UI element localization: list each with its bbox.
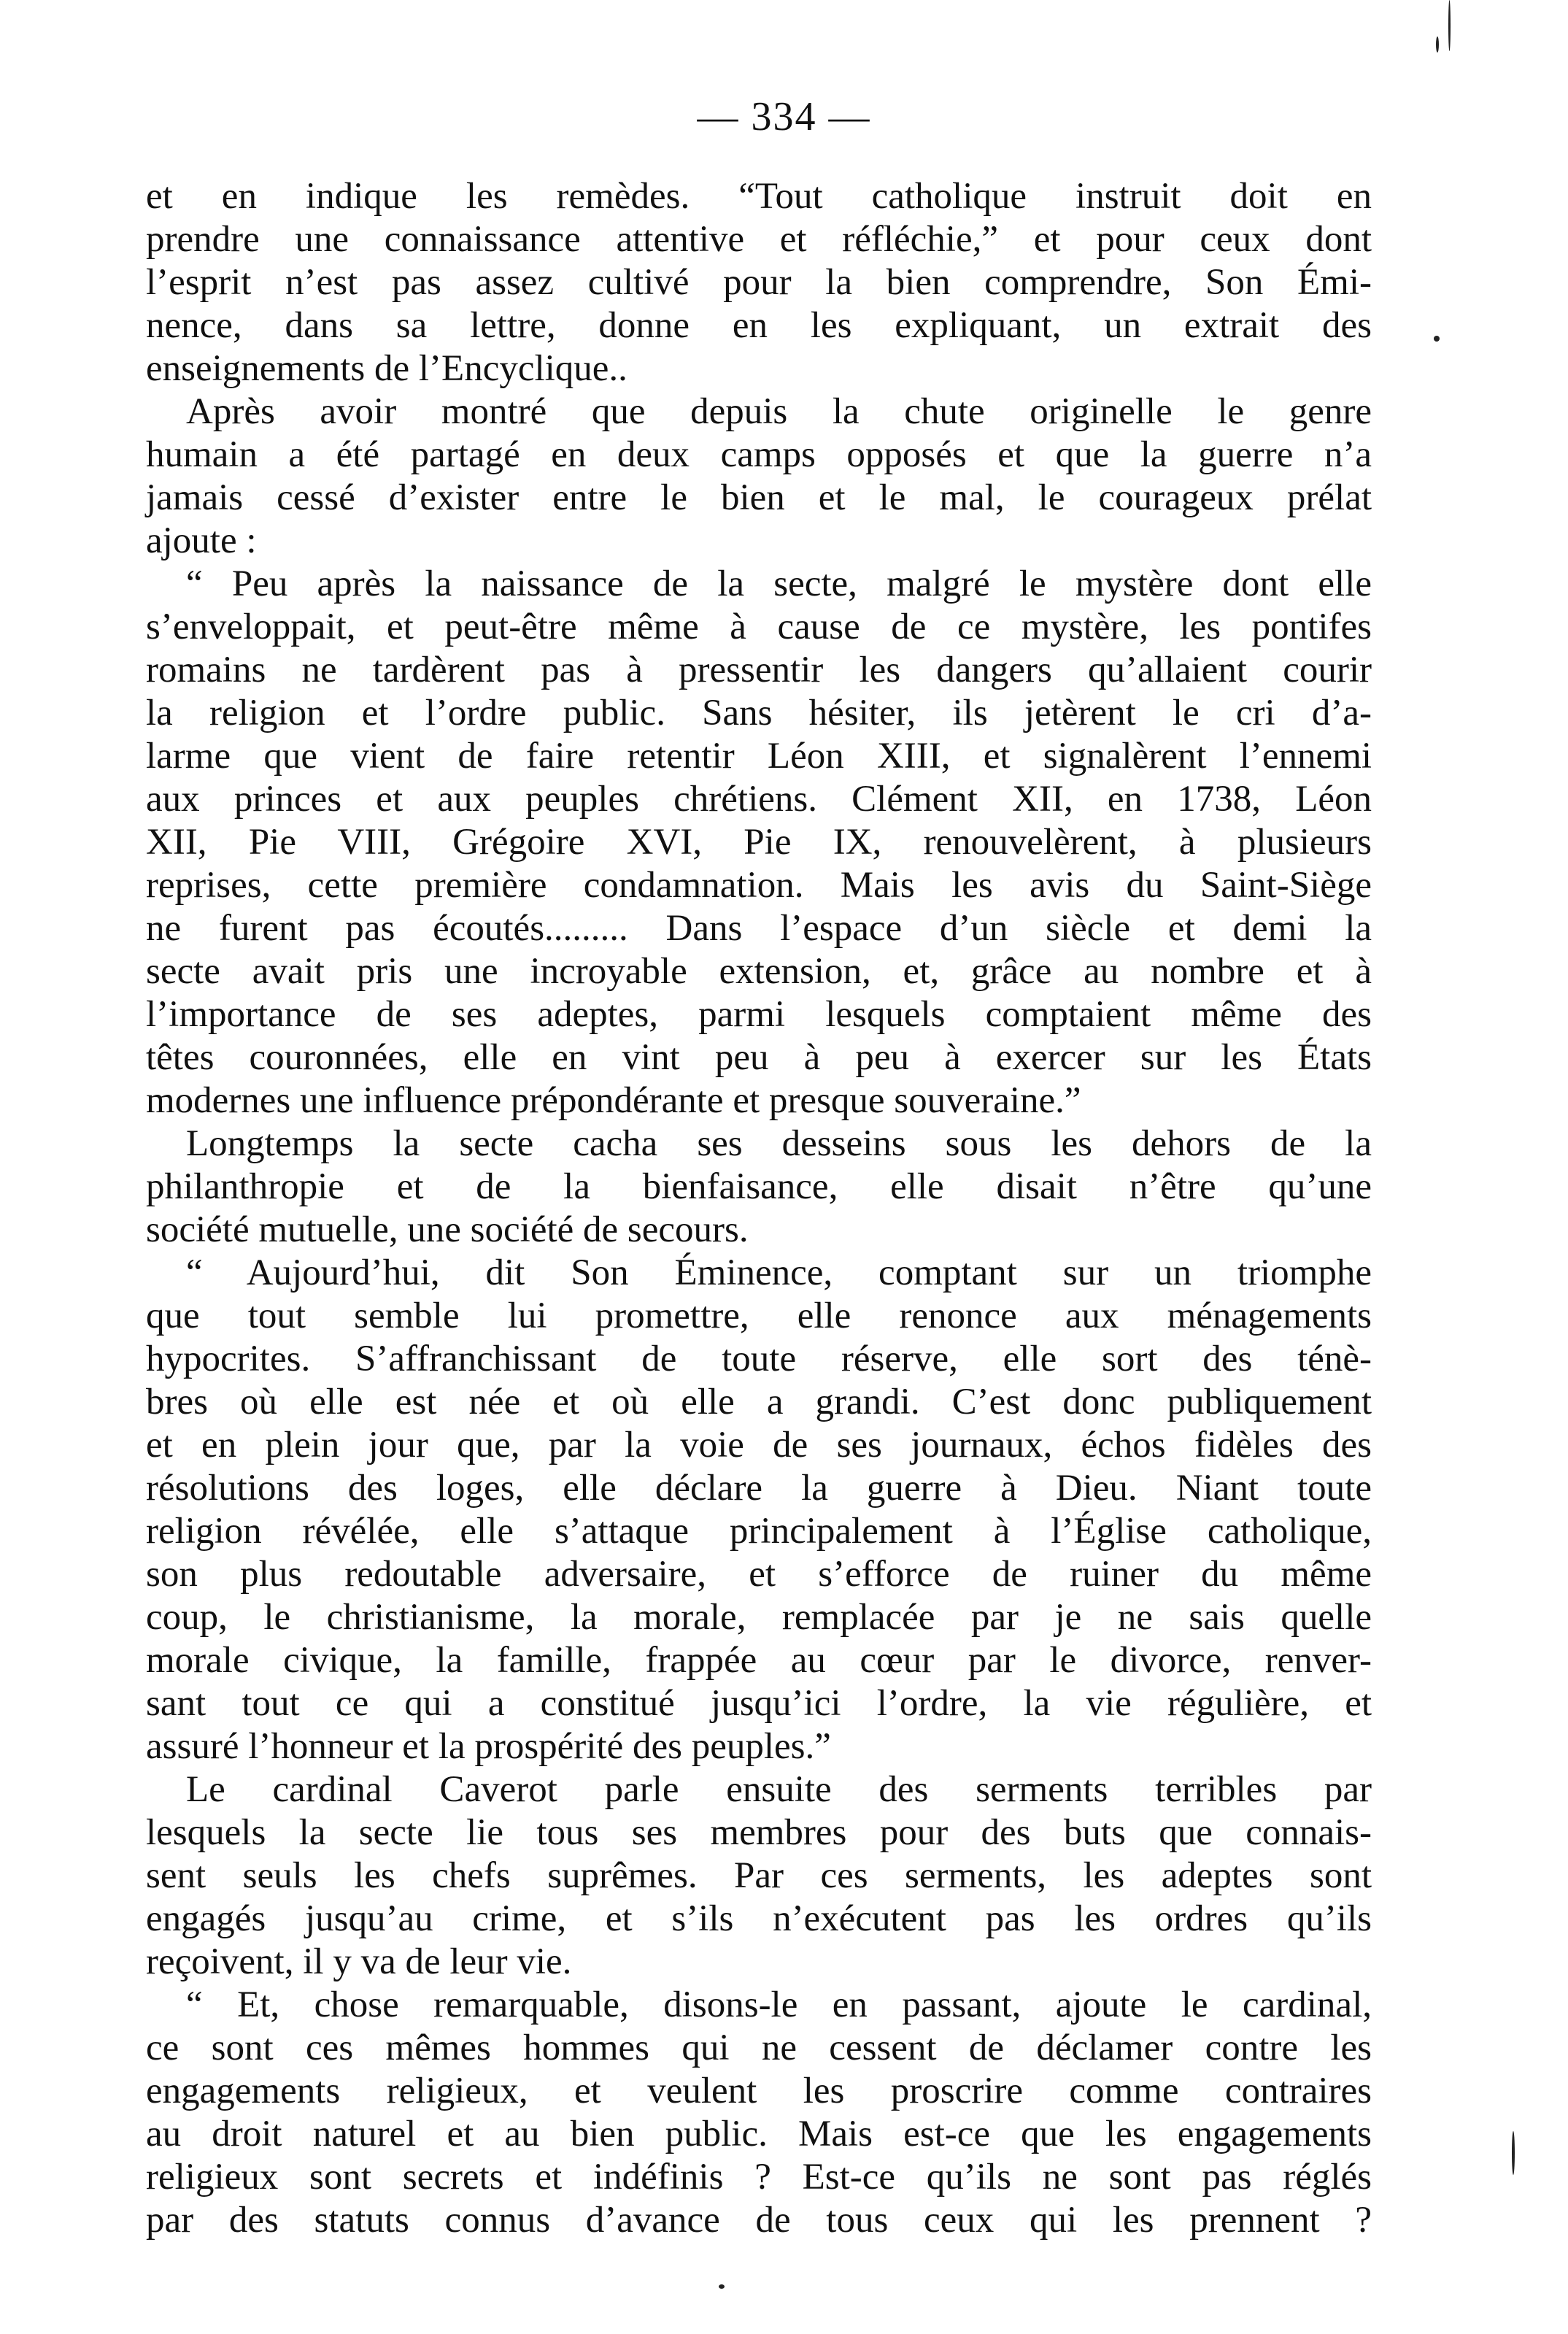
text-line: aux princes et aux peuples chrétiens. Clément XII, en 1738, Léon: [146, 779, 1372, 820]
text-line: société mutuelle, une société de secours.: [146, 1209, 749, 1250]
text-line: et en indique les remèdes. “Tout catholique instruit doit en: [146, 176, 1372, 217]
page-number: — 334 —: [697, 94, 871, 139]
scan-speck: [719, 2284, 725, 2289]
text-line: romains ne tardèrent pas à pressentir les dangers qu’allaient courir: [146, 650, 1372, 690]
text-line: religion révélée, elle s’attaque principalement à l’Église catholique,: [146, 1511, 1372, 1552]
scan-speck: [1436, 36, 1439, 53]
text-line: “ Et, chose remarquable, disons-le en passant, ajoute le cardinal,: [186, 1984, 1372, 2025]
text-line: Longtemps la secte cacha ses desseins sous les dehors de la: [186, 1123, 1372, 1164]
text-line: XII, Pie VIII, Grégoire XVI, Pie IX, renouvelèrent, à plusieurs: [146, 822, 1372, 863]
text-line: morale civique, la famille, frappée au cœur par le divorce, renver-: [146, 1640, 1372, 1681]
text-line: résolutions des loges, elle déclare la guerre à Dieu. Niant toute: [146, 1468, 1372, 1509]
text-line: engagements religieux, et veulent les proscrire comme contraires: [146, 2071, 1372, 2111]
text-line: bres où elle est née et où elle a grandi. C’est donc publiquement: [146, 1382, 1372, 1422]
text-line: coup, le christianisme, la morale, remplacée par je ne sais quelle: [146, 1597, 1372, 1638]
text-line: s’enveloppait, et peut-être même à cause de ce mystère, les pontifes: [146, 606, 1372, 647]
text-line: lesquels la secte lie tous ses membres pour des buts que connais-: [146, 1812, 1372, 1853]
text-line: au droit naturel et au bien public. Mais est-ce que les engagements: [146, 2114, 1372, 2154]
text-line: que tout semble lui promettre, elle renonce aux ménagements: [146, 1295, 1372, 1336]
text-line: sant tout ce qui a constitué jusqu’ici l’ordre, la vie régulière, et: [146, 1683, 1372, 1724]
text-line: son plus redoutable adversaire, et s’efforce de ruiner du même: [146, 1554, 1372, 1595]
scan-speck: [1512, 2131, 1515, 2175]
text-line: ajoute :: [146, 520, 257, 561]
text-line: ce sont ces mêmes hommes qui ne cessent de déclamer contre les: [146, 2027, 1372, 2068]
text-line: par des statuts connus d’avance de tous ceux qui les prennent ?: [146, 2200, 1372, 2241]
text-line: enseignements de l’Encyclique..: [146, 348, 627, 389]
text-line: et en plein jour que, par la voie de ses journaux, échos fidèles des: [146, 1425, 1372, 1466]
scan-speck: [1434, 336, 1440, 342]
text-line: larme que vient de faire retentir Léon XIII, et signalèrent l’ennemi: [146, 736, 1372, 777]
text-line: nence, dans sa lettre, donne en les expliquant, un extrait des: [146, 305, 1372, 346]
text-line: reprises, cette première condamnation. Mais les avis du Saint-Siège: [146, 865, 1372, 906]
text-line: ne furent pas écoutés......... Dans l’espace d’un siècle et demi la: [146, 908, 1372, 949]
text-line: secte avait pris une incroyable extension, et, grâce au nombre et à: [146, 951, 1372, 992]
text-line: la religion et l’ordre public. Sans hésiter, ils jetèrent le cri d’a-: [146, 693, 1372, 733]
scan-speck: [1448, 0, 1451, 51]
text-line: l’esprit n’est pas assez cultivé pour la bien comprendre, Son Émi-: [146, 262, 1372, 303]
text-line: reçoivent, il y va de leur vie.: [146, 1941, 572, 1982]
text-line: religieux sont secrets et indéfinis ? Est-ce qu’ils ne sont pas réglés: [146, 2157, 1372, 2198]
text-line: assuré l’honneur et la prospérité des peuples.”: [146, 1726, 831, 1767]
text-line: jamais cessé d’exister entre le bien et le mal, le courageux prélat: [146, 477, 1372, 518]
text-line: “ Peu après la naissance de la secte, malgré le mystère dont elle: [186, 563, 1372, 604]
text-line: engagés jusqu’au crime, et s’ils n’exécutent pas les ordres qu’ils: [146, 1898, 1372, 1939]
text-line: hypocrites. S’affranchissant de toute réserve, elle sort des ténè-: [146, 1339, 1372, 1379]
text-line: philanthropie et de la bienfaisance, elle disait n’être qu’une: [146, 1166, 1372, 1207]
text-line: Le cardinal Caverot parle ensuite des serments terribles par: [186, 1769, 1372, 1810]
text-line: Après avoir montré que depuis la chute originelle le genre: [186, 391, 1372, 432]
text-line: l’importance de ses adeptes, parmi lesquels comptaient même des: [146, 994, 1372, 1035]
text-line: sent seuls les chefs suprêmes. Par ces serments, les adeptes sont: [146, 1855, 1372, 1896]
text-line: humain a été partagé en deux camps opposés et que la guerre n’a: [146, 434, 1372, 475]
text-line: têtes couronnées, elle en vint peu à peu à exercer sur les États: [146, 1037, 1372, 1078]
text-line: modernes une influence prépondérante et presque souveraine.”: [146, 1080, 1081, 1121]
text-line: prendre une connaissance attentive et réfléchie,” et pour ceux dont: [146, 219, 1372, 260]
text-line: “ Aujourd’hui, dit Son Éminence, comptant sur un triomphe: [186, 1252, 1372, 1293]
body-text: [146, 175, 1372, 2242]
